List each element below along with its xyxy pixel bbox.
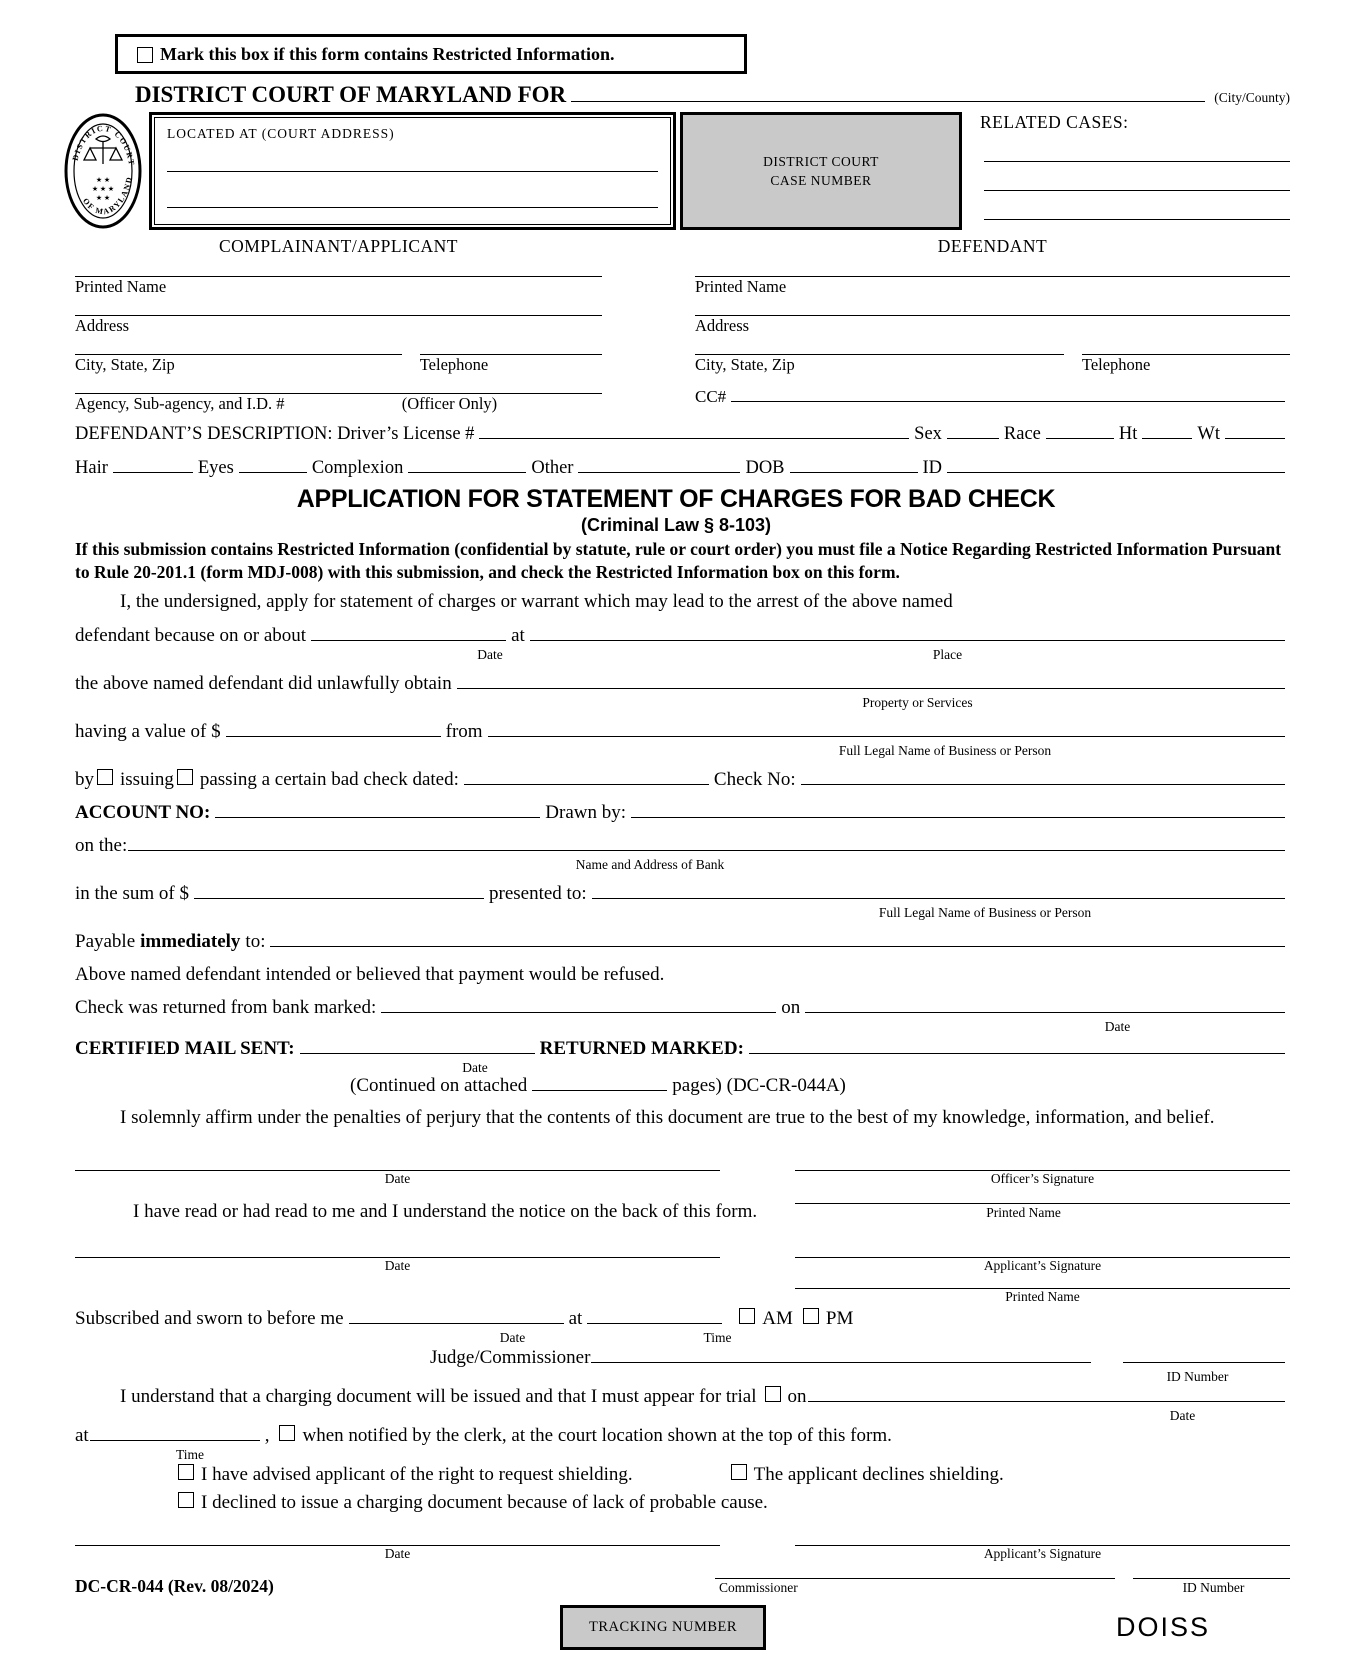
sworn-date-blank[interactable] bbox=[349, 1308, 564, 1324]
address-label: Address bbox=[75, 316, 130, 335]
form-number: DC-CR-044 (Rev. 08/2024) bbox=[75, 1576, 274, 1596]
am-checkbox[interactable] bbox=[739, 1308, 755, 1324]
agency-line[interactable] bbox=[75, 379, 602, 394]
defendant-city-line[interactable] bbox=[695, 340, 1064, 355]
related-case-line-2[interactable] bbox=[984, 189, 1290, 191]
judge-commissioner-label: Judge/Commissioner bbox=[430, 1347, 591, 1368]
judge-id-blank[interactable] bbox=[1123, 1347, 1285, 1363]
sworn-time-blank[interactable] bbox=[587, 1308, 722, 1324]
issuing-checkbox[interactable] bbox=[97, 769, 113, 785]
payable-to-blank[interactable] bbox=[270, 931, 1285, 947]
address-label-2: Address bbox=[695, 316, 750, 335]
sworn-at-label: at bbox=[568, 1308, 583, 1329]
printed-name-caption-2: Printed Name bbox=[1005, 1289, 1080, 1304]
date-caption-2: Date bbox=[1104, 1019, 1131, 1034]
city-county-blank[interactable] bbox=[571, 86, 1205, 102]
commissioner-line[interactable] bbox=[715, 1577, 1115, 1579]
race-blank[interactable] bbox=[1046, 423, 1114, 439]
presented-to-blank[interactable] bbox=[592, 883, 1285, 899]
id-number-caption-1: ID Number bbox=[1166, 1369, 1229, 1384]
property-blank[interactable] bbox=[457, 673, 1285, 689]
date-caption-5: Date bbox=[384, 1258, 411, 1273]
drawn-by-blank[interactable] bbox=[631, 802, 1285, 818]
advised-shielding-label: I have advised applicant of the right to request shielding. bbox=[201, 1464, 633, 1485]
returned-prefix: Check was returned from bank marked: bbox=[75, 997, 377, 1018]
am-label: AM bbox=[762, 1308, 793, 1329]
offense-date-blank[interactable] bbox=[311, 625, 506, 641]
immediately-label: immediately bbox=[140, 931, 241, 952]
returned-marked-blank-2[interactable] bbox=[749, 1038, 1285, 1054]
commissioner-caption: Commissioner bbox=[719, 1580, 798, 1595]
restricted-checkbox[interactable] bbox=[137, 47, 153, 63]
by-label: by bbox=[75, 769, 94, 790]
date-caption-1: Date bbox=[477, 647, 503, 662]
wt-blank[interactable] bbox=[1225, 423, 1285, 439]
city-state-zip-label: City, State, Zip bbox=[75, 355, 175, 374]
passing-checkbox[interactable] bbox=[177, 769, 193, 785]
dob-label: DOB bbox=[745, 458, 785, 478]
at-label: at bbox=[511, 625, 525, 646]
seal-stars: ★ ★ bbox=[95, 176, 111, 184]
related-case-line-1[interactable] bbox=[984, 160, 1290, 162]
hair-label: Hair bbox=[75, 458, 108, 478]
when-notified-sentence: when notified by the clerk, at the court location shown at the top of this form. bbox=[302, 1425, 892, 1446]
eyes-label: Eyes bbox=[197, 458, 234, 478]
seal-stars-2: ★ ★ ★ bbox=[91, 185, 115, 193]
defendant-column bbox=[695, 257, 1290, 413]
on-label: on bbox=[781, 997, 801, 1018]
complainant-header: COMPLAINANT/APPLICANT bbox=[219, 236, 458, 256]
trial-time-blank[interactable] bbox=[90, 1425, 260, 1441]
declined-issue-label: I declined to issue a charging document because of lack of probable cause. bbox=[201, 1492, 768, 1513]
trial-date-blank[interactable] bbox=[808, 1386, 1286, 1402]
date-caption-4: Date bbox=[384, 1171, 411, 1186]
issuing-label: issuing bbox=[120, 769, 174, 790]
understand-sentence: I understand that a charging document will be issued and that I must appear for trial bbox=[120, 1386, 757, 1407]
court-address-box bbox=[149, 112, 676, 230]
seal-text-bottom: OF MARYLAND bbox=[80, 175, 135, 217]
court-address-inner bbox=[154, 117, 671, 225]
officer-only-label: (Officer Only) bbox=[401, 394, 498, 413]
sex-blank[interactable] bbox=[947, 423, 999, 439]
tracking-number-box[interactable]: TRACKING NUMBER bbox=[560, 1605, 766, 1650]
printed-name-label-2: Printed Name bbox=[695, 277, 787, 296]
certified-date-blank[interactable] bbox=[300, 1038, 535, 1054]
sworn-prefix: Subscribed and sworn to before me bbox=[75, 1308, 344, 1329]
court-seal bbox=[63, 112, 143, 230]
description-prefix: DEFENDANT’S DESCRIPTION: Driver’s License # bbox=[75, 424, 475, 444]
offense-place-blank[interactable] bbox=[530, 625, 1285, 641]
from-blank[interactable] bbox=[488, 721, 1285, 737]
complexion-label: Complexion bbox=[311, 458, 404, 478]
other-label: Other bbox=[531, 458, 574, 478]
continued-suffix: pages) (DC-CR-044A) bbox=[672, 1075, 846, 1096]
affirmation-paragraph: I solemnly affirm under the penalties of perjury that the contents of this document are true to the best of my knowledge, information, and belief. bbox=[120, 1107, 1215, 1128]
because-prefix: defendant because on or about bbox=[75, 625, 307, 646]
drawn-by-label: Drawn by: bbox=[545, 802, 627, 823]
trial-on-label: on bbox=[787, 1386, 807, 1407]
city-state-zip-label-2: City, State, Zip bbox=[695, 355, 795, 374]
printed-name-label: Printed Name bbox=[75, 277, 167, 296]
defendant-header: DEFENDANT bbox=[937, 236, 1048, 256]
form-statute: (Criminal Law § 8-103) bbox=[580, 515, 772, 535]
complainant-phone-line[interactable] bbox=[420, 340, 602, 355]
hair-blank[interactable] bbox=[113, 457, 193, 473]
related-cases-label: RELATED CASES: bbox=[980, 112, 1129, 132]
ht-label: Ht bbox=[1118, 424, 1138, 444]
restricted-notice: If this submission contains Restricted Information (confidential by statute, rule or court order) you must file a Notice Regarding Restricted Information Pursuant to Rule 20-201.1 (form MDJ-008) with this submission, and check the Restricted Information box on this form. bbox=[75, 539, 1282, 582]
complexion-blank[interactable] bbox=[408, 457, 526, 473]
advised-shielding-checkbox[interactable] bbox=[178, 1464, 194, 1480]
legal-name-caption-2: Full Legal Name of Business or Person bbox=[878, 905, 1092, 920]
returned-marked-label: RETURNED MARKED: bbox=[539, 1038, 744, 1059]
comma-text: , bbox=[264, 1425, 270, 1446]
trial-date-checkbox[interactable] bbox=[765, 1386, 781, 1402]
city-county-label: (City/County) bbox=[1214, 90, 1290, 105]
property-caption: Property or Services bbox=[862, 695, 973, 710]
check-no-label: Check No: bbox=[713, 769, 796, 790]
certified-mail-label: CERTIFIED MAIL SENT: bbox=[75, 1038, 295, 1059]
complainant-address-line[interactable] bbox=[75, 301, 602, 316]
time-caption-1: Time bbox=[703, 1330, 732, 1345]
court-address-line-2[interactable] bbox=[167, 206, 658, 208]
race-label: Race bbox=[1003, 424, 1041, 444]
eyes-blank[interactable] bbox=[239, 457, 307, 473]
account-no-label: ACCOUNT NO: bbox=[75, 802, 211, 823]
declines-shielding-label: The applicant declines shielding. bbox=[753, 1464, 1004, 1485]
case-number-line1: DISTRICT COURT bbox=[763, 154, 879, 169]
complainant-column bbox=[75, 257, 602, 413]
declines-shielding-checkbox[interactable] bbox=[731, 1464, 747, 1480]
sum-prefix: in the sum of $ bbox=[75, 883, 189, 904]
date-caption-8: Date bbox=[384, 1546, 411, 1561]
wt-label: Wt bbox=[1197, 424, 1220, 444]
id-blank[interactable] bbox=[947, 457, 1285, 473]
on-the-label: on the: bbox=[75, 835, 128, 856]
obtain-prefix: the above named defendant did unlawfully obtain bbox=[75, 673, 452, 694]
agency-label: Agency, Sub-agency, and I.D. # bbox=[75, 394, 285, 413]
court-title: DISTRICT COURT OF MARYLAND FOR bbox=[135, 82, 567, 107]
date-caption-7: Date bbox=[1169, 1408, 1196, 1423]
applicant-signature-caption-2: Applicant’s Signature bbox=[983, 1546, 1102, 1561]
account-no-blank[interactable] bbox=[215, 802, 540, 818]
judge-commissioner-blank[interactable] bbox=[591, 1347, 1091, 1363]
officer-signature-caption: Officer’s Signature bbox=[990, 1171, 1095, 1186]
cc-label: CC# bbox=[695, 387, 727, 406]
value-prefix: having a value of $ bbox=[75, 721, 221, 742]
form-title: APPLICATION FOR STATEMENT OF CHARGES FOR BAD CHECK bbox=[296, 485, 1056, 513]
continued-pages-blank[interactable] bbox=[532, 1075, 667, 1091]
read-notice-sentence: I have read or had read to me and I understand the notice on the back of this form. bbox=[133, 1201, 758, 1222]
bank-caption: Name and Address of Bank bbox=[575, 857, 725, 872]
doiss-label: DOISS bbox=[1115, 1612, 1210, 1642]
restricted-info-box bbox=[115, 34, 747, 74]
id-label: ID bbox=[922, 458, 943, 478]
value-blank[interactable] bbox=[226, 721, 441, 737]
from-label: from bbox=[445, 721, 483, 742]
time-caption-2: Time bbox=[175, 1447, 204, 1462]
sum-blank[interactable] bbox=[194, 883, 484, 899]
passing-label: passing a certain bad check dated: bbox=[199, 769, 459, 790]
telephone-label: Telephone bbox=[419, 355, 489, 374]
trial-at-label: at bbox=[75, 1425, 89, 1446]
date-caption-6: Date bbox=[499, 1330, 526, 1345]
payable-label: Payable bbox=[75, 931, 136, 952]
check-date-blank[interactable] bbox=[464, 769, 709, 785]
continued-prefix: (Continued on attached bbox=[350, 1075, 528, 1096]
complainant-city-line[interactable] bbox=[75, 340, 402, 355]
intro-paragraph: I, the undersigned, apply for statement of charges or warrant which may lead to the arrest of the above named bbox=[120, 591, 953, 612]
defendant-name-line[interactable] bbox=[695, 262, 1290, 277]
seal-scales-icon bbox=[84, 136, 122, 164]
returned-marked-blank[interactable] bbox=[381, 997, 776, 1013]
id-number-line[interactable] bbox=[1133, 1577, 1290, 1579]
payable-to-label: to: bbox=[245, 931, 266, 952]
restricted-label: Mark this box if this form contains Restricted Information. bbox=[160, 44, 615, 64]
applicant-signature-caption: Applicant’s Signature bbox=[983, 1258, 1102, 1273]
check-no-blank[interactable] bbox=[801, 769, 1285, 785]
telephone-label-2: Telephone bbox=[1081, 355, 1151, 374]
ht-blank[interactable] bbox=[1142, 423, 1192, 439]
case-number-box[interactable] bbox=[680, 112, 962, 230]
dob-blank[interactable] bbox=[790, 457, 918, 473]
date-caption-3: Date bbox=[462, 1060, 488, 1075]
defendant-address-line[interactable] bbox=[695, 301, 1290, 316]
drivers-license-blank[interactable] bbox=[479, 423, 909, 439]
pm-checkbox[interactable] bbox=[803, 1308, 819, 1324]
related-case-line-3[interactable] bbox=[984, 218, 1290, 220]
presented-to-label: presented to: bbox=[489, 883, 587, 904]
declined-issue-checkbox[interactable] bbox=[178, 1492, 194, 1508]
other-blank[interactable] bbox=[578, 457, 740, 473]
seal-stars-3: ★ ★ bbox=[95, 194, 111, 202]
complainant-name-line[interactable] bbox=[75, 262, 602, 277]
notified-checkbox[interactable] bbox=[279, 1425, 295, 1441]
legal-name-caption-1: Full Legal Name of Business or Person bbox=[838, 743, 1052, 758]
printed-name-caption-1: Printed Name bbox=[986, 1205, 1061, 1220]
sex-label: Sex bbox=[914, 424, 942, 444]
refused-sentence: Above named defendant intended or believed that payment would be refused. bbox=[75, 964, 665, 985]
pm-label: PM bbox=[825, 1308, 854, 1329]
returned-date-blank[interactable] bbox=[805, 997, 1285, 1013]
defendant-phone-line[interactable] bbox=[1082, 340, 1290, 355]
id-number-caption-2: ID Number bbox=[1182, 1580, 1245, 1595]
seal-text-top: DISTRICT COURT bbox=[70, 123, 137, 167]
cc-blank[interactable] bbox=[731, 386, 1285, 402]
place-caption: Place bbox=[932, 647, 963, 662]
case-number-line2: CASE NUMBER bbox=[770, 173, 872, 188]
located-at-label: LOCATED AT (COURT ADDRESS) bbox=[167, 126, 395, 141]
bank-blank[interactable] bbox=[128, 835, 1285, 851]
officer-printed-name-line[interactable] bbox=[795, 1202, 1290, 1204]
court-address-line-1[interactable] bbox=[167, 170, 658, 172]
